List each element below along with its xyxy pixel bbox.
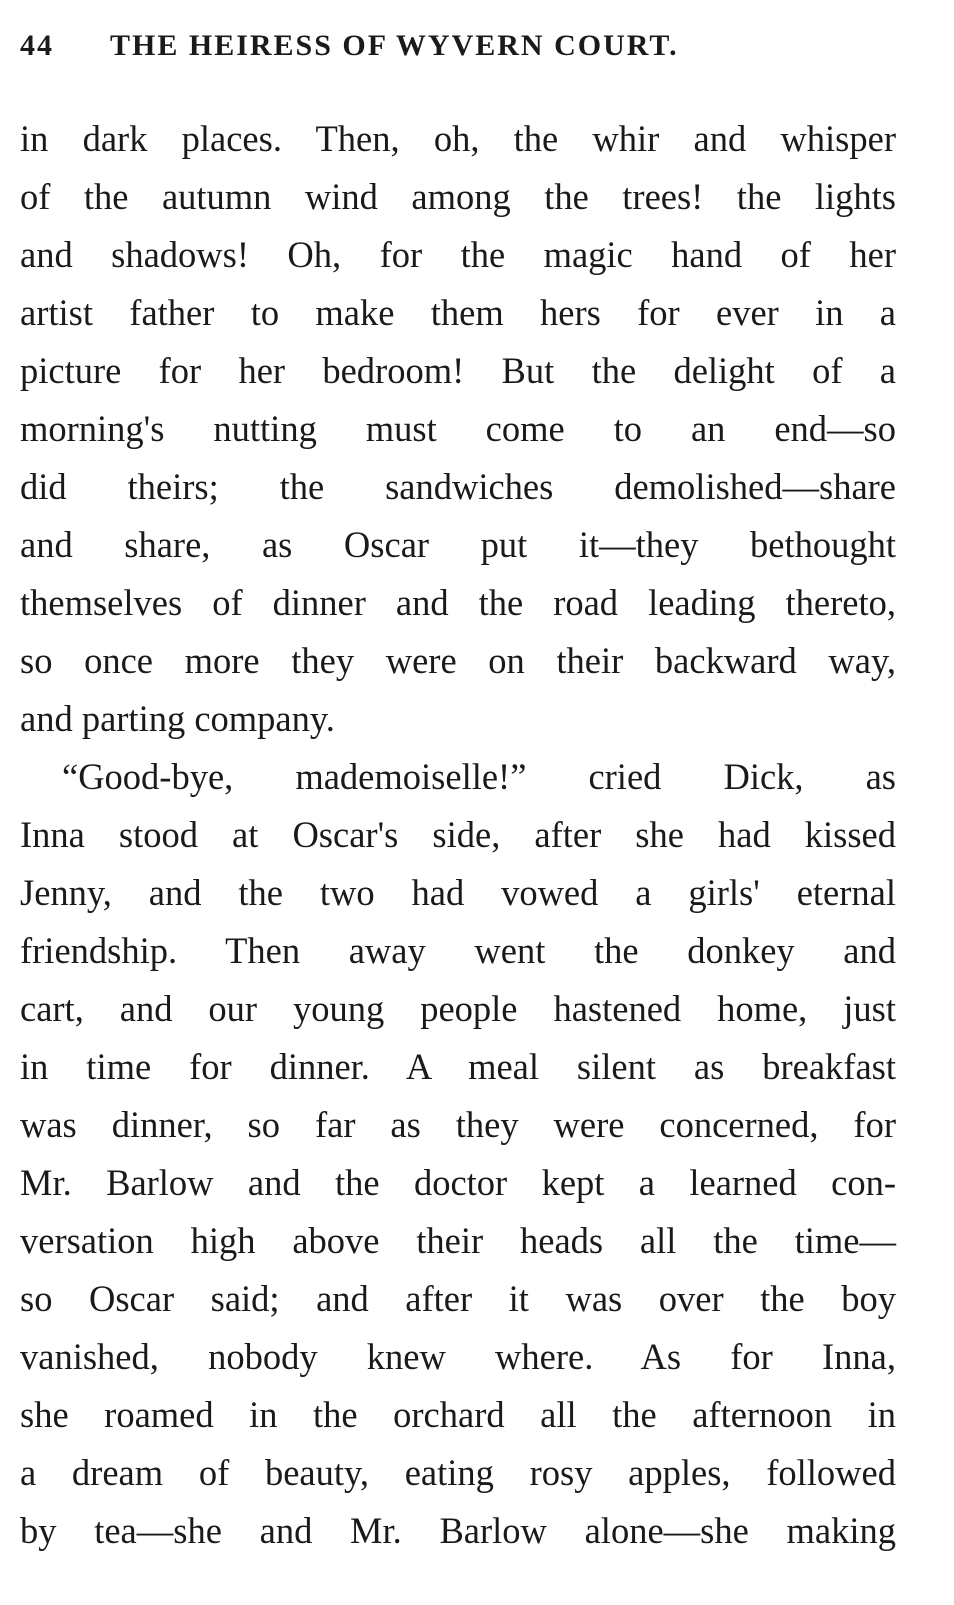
running-head — [20, 22, 896, 70]
text-line: and parting company. — [20, 698, 335, 739]
text-line: picture for her bedroom! But the delight of a — [20, 350, 896, 391]
text-line: Mr. Barlow and the doctor kept a learned con- — [20, 1162, 896, 1203]
text-line: a dream of beauty, eating rosy apples, followed — [20, 1452, 896, 1493]
text-line: by tea—she and Mr. Barlow alone—she making — [20, 1510, 896, 1551]
text-line: friendship. Then away went the donkey and — [20, 930, 896, 971]
page-number: 44 — [20, 29, 54, 62]
text-line: and shadows! Oh, for the magic hand of her — [20, 234, 896, 275]
text-line: did theirs; the sandwiches demolished—share — [20, 466, 896, 507]
text-line: so once more they were on their backward way, — [20, 640, 896, 681]
text-line: cart, and our young people hastened home, just — [20, 988, 896, 1029]
text-line: artist father to make them hers for ever in a — [20, 292, 896, 333]
text-line: in dark places. Then, oh, the whir and whisper — [20, 118, 896, 159]
text-line: morning's nutting must come to an end—so — [20, 408, 896, 449]
text-line: vanished, nobody knew where. As for Inna, — [20, 1336, 896, 1377]
text-line: and share, as Oscar put it—they bethought — [20, 524, 896, 565]
text-line: Inna stood at Oscar's side, after she had kissed — [20, 814, 896, 855]
text-line: Jenny, and the two had vowed a girls' eternal — [20, 872, 896, 913]
text-line: so Oscar said; and after it was over the boy — [20, 1278, 896, 1319]
text-line: “Good-bye, mademoiselle!” cried Dick, as — [62, 756, 896, 797]
body-text — [20, 110, 896, 1560]
text-line: themselves of dinner and the road leading thereto, — [20, 582, 896, 623]
text-line: versation high above their heads all the time— — [20, 1220, 896, 1261]
text-line: of the autumn wind among the trees! the lights — [20, 176, 896, 217]
text-line: in time for dinner. A meal silent as breakfast — [20, 1046, 896, 1087]
running-title: THE HEIRESS OF WYVERN COURT. — [110, 29, 679, 62]
text-line: she roamed in the orchard all the afternoon in — [20, 1394, 896, 1435]
text-line: was dinner, so far as they were concerned, for — [20, 1104, 896, 1145]
